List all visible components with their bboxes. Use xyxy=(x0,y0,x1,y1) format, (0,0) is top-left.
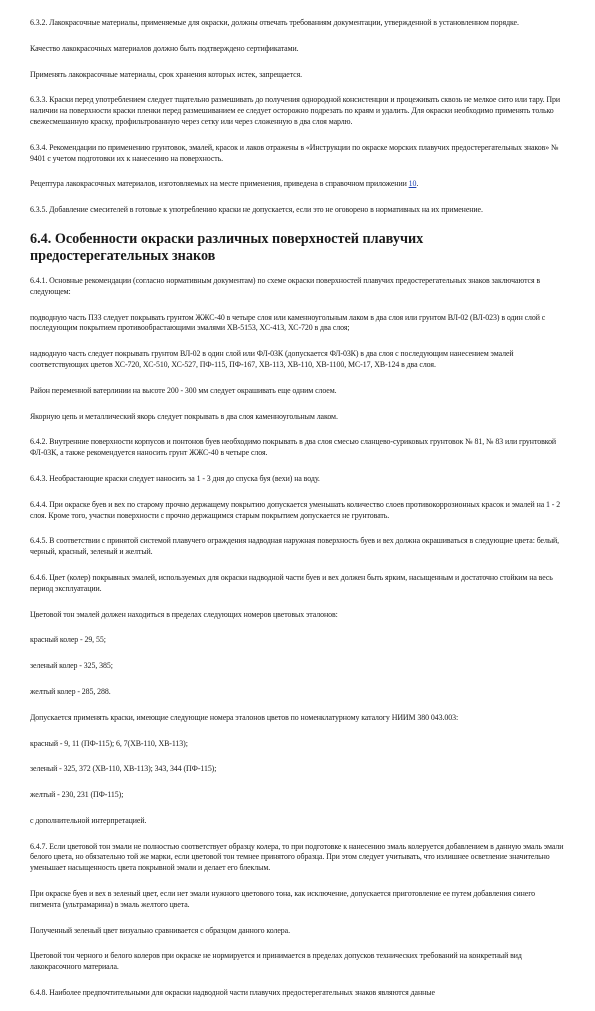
paragraph-6-3-5: 6.3.5. Добавление смесителей в готовые к употреблению краски не допускается, если это не оговорено в нормативных на их применение. xyxy=(30,205,483,215)
paragraph-6-3-2: 6.3.2. Лакокрасочные материалы, применяемые для окраски, должны отвечать требованиям документации, утвержденной в установленном порядке. xyxy=(30,18,519,27)
paragraph-green-color: зеленый колер - 325, 385; xyxy=(30,661,113,671)
paragraph-yellow-paint: При окраске буев и вех в зеленый цвет, если нет эмали нужного цветового тона, как исключение, допускается приготовление ее путем добавления синего пигмента (ультрамарина) в эмаль желтого цвета. xyxy=(30,889,536,909)
paragraph-yellow-color: желтый колер - 285, 288. xyxy=(30,686,111,696)
paragraph-black-white: Цветовой тон черного и белого колеров при окраске не нормируется и принимается в пределах допусков технических требований на конкретный вид лакокрасочного материала. xyxy=(30,951,522,972)
paragraph-6-4-2: 6.4.2. Внутренние поверхности корпусов и понтонов буев необходимо покрывать в два слоя смесью сланцево-суриковых грунтовок № 81, № 83 или грунтовкой ФЛ-03К, а также рекомендуется наносить грунт ЖЖС-40 в четыре слоя. xyxy=(30,437,557,458)
paragraph-red-color: красный колер - 29, 55; xyxy=(30,635,106,645)
paragraph-green-check: Полученный зеленый цвет визуально сравнивается с образцом данного колера. xyxy=(30,925,290,935)
paragraph-red-allowed: красный - 9, 11 (ПФ-115); 6, 7(ХВ-110, ХВ-113); xyxy=(30,738,188,748)
recipes-end: . xyxy=(416,179,419,189)
paragraph-6-3-4: 6.3.4. Рекомендации по применению грунтовок, эмалей, красок и лаков отражены в «Инструкции по окраске морских плавучих предостерегательных знаков» № 9401 с учетом подготовки их к нанесению на поверхность. xyxy=(30,142,559,163)
paragraph-green-allowed: зеленый - 325, 372 (ХВ-110, ХВ-113); 343, 344 (ПФ-115); xyxy=(30,764,217,774)
recipes-text: Рецептура лакокрасочных материалов, изготовляемых на месте применения, приведена в справочном приложении xyxy=(30,179,407,189)
paragraph-recipes xyxy=(30,179,565,190)
paragraph-waterline: Район переменной ватерлинии на высоте 200 - 300 мм следует окрашивать еще одним слоем. xyxy=(30,385,337,395)
paragraph-6-4-8: 6.4.8. Наиболее предпочтительными для окраски надводной части плавучих предостерегательных знаков являются данные xyxy=(30,988,435,998)
paragraph-quality: Качество лакокрасочных материалов должно быть подтверждено сертификатами. xyxy=(30,43,299,53)
paragraph-6-4-7: 6.4.7. Если цветовой тон эмали не полностью соответствует образцу колера, то при подготовке к нанесению эмаль колеруется добавлением в данную эмаль эмали белого цвета, но обязательно той же марки, если цветовой тон темнее принятого образца. При этом следует учитывать, что излишнее осветление значительно уменьшает насыщенность цвета покрывной эмали и делает его блеклым. xyxy=(30,841,564,873)
paragraph-6-3-3: 6.3.3. Краски перед употреблением следует тщательно размешивать до получения однородной консистенции и процеживать сквозь не мелкое сито или тару. При наличии на поверхности краски пленки перед размешиванием ее следует осторожно подрезать по краям и удалить. Для окраски необходимо применять только свежесмешанную краску, профильтрованную через сетку или через сложенную в два слоя марлю. xyxy=(30,95,560,126)
paragraph-6-4-6: 6.4.6. Цвет (колер) покрывных эмалей, используемых для окраски надводной части буев и вех должен быть ярким, насыщенным и достаточно стойким на весь период эксплуатации. xyxy=(30,572,553,593)
paragraph-deviation: с дополнительной интерпретацией. xyxy=(30,815,147,825)
paragraph-6-4-1: 6.4.1. Основные рекомендации (согласно нормативным документам) по схеме окраски поверхностей плавучих предостерегательных знаков заключаются в следующем: xyxy=(30,275,541,296)
appendix-link[interactable]: 10 xyxy=(408,179,417,189)
paragraph-6-4-5: 6.4.5. В соответствии с принятой системой плавучего ограждения надводная наружная поверхность буев и вех должна окрашиваться в следующие цвета: белый, черный, красный, зеленый и желтый. xyxy=(30,536,560,557)
paragraph-expired: Применять лакокрасочные материалы, срок хранения которых истек, запрещается. xyxy=(30,69,303,79)
section-heading-6-4: 6.4. Особенности окраски различных поверхностей плавучих предостерегательных знаков xyxy=(30,230,424,264)
paragraph-allowed: Допускается применять краски, имеющие следующие номера эталонов цветов по номенклатурному каталогу НИИМ 380 043.003: xyxy=(30,712,459,722)
paragraph-underwater: подводную часть ПЗЗ следует покрывать грунтом ЖЖС-40 в четыре слоя или каменноугольным лаком в два слоя или грунтом ВЛ-02 (ВЛ-023) в один слой с последующим покрытием противообрастающими эмалями ХВ-5153, ХС-413, ХС-720 в два слоя; xyxy=(30,312,546,333)
paragraph-anchor: Якорную цепь и металлический якорь следует покрывать в два слоя каменноугольным лаком. xyxy=(30,411,338,421)
document-body xyxy=(30,18,565,1011)
paragraph-above-water: надводную часть следует покрывать грунтом ВЛ-02 в один слой или ФЛ-03К (допускается ФЛ-03К) в два слоя с последующим нанесением эмалей соответствующих цветов ХС-720, ХС-510, ХС-527, ПФ-115, ПФ-167, ХВ-113, ХВ-110, ХВ-1100, МС-17, ХВ-124 в два слоя. xyxy=(30,349,514,369)
paragraph-6-4-4: 6.4.4. При окраске буев и вех по старому прочно держащему покрытию допускается уменьшать количество слоев противокоррозионных красок и эмалей на 1 - 2 слоя. Кроме того, участки поверхности с прочно держащимся старым покрытием допускается не грунтовать. xyxy=(30,499,561,520)
paragraph-tone: Цветовой тон эмалей должен находиться в пределах следующих номеров цветовых эталонов: xyxy=(30,609,338,619)
paragraph-6-4-3: 6.4.3. Необрастающие краски следует наносить за 1 - 3 дня до спуска буя (вехи) на воду. xyxy=(30,473,320,483)
paragraph-yellow-allowed: желтый - 230, 231 (ПФ-115); xyxy=(30,790,124,800)
